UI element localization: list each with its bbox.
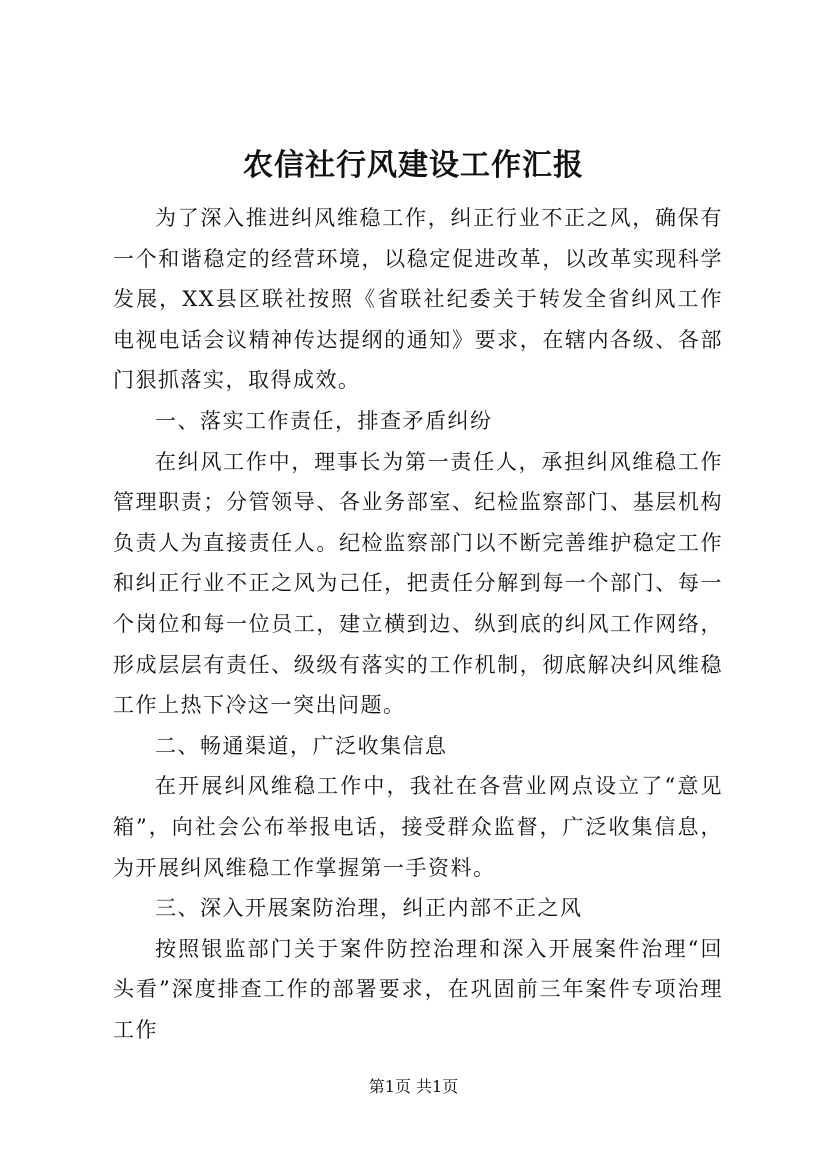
page-number-footer: 第1页 共1页 bbox=[368, 1077, 459, 1096]
document-body bbox=[113, 198, 723, 1050]
document-title: 农信社行风建设工作汇报 bbox=[243, 148, 584, 183]
intro-paragraph: 为了深入推进纠风维稳工作，纠正行业不正之风，确保有一个和谐稳定的经营环境，以稳定促进改革，以改革实现科学发展，XX县区联社按照《省联社纪委关于转发全省纠风工作电视电话会议精神传达提纲的通知》要求，在辖内各级、各部门狠抓落实，取得成效。 bbox=[113, 206, 723, 393]
section-3-paragraph: 按照银监部门关于案件防控治理和深入开展案件治理“回头看”深度排查工作的部署要求，在巩固前三年案件专项治理工作 bbox=[113, 936, 723, 1042]
section-heading-3: 三、深入开展案防治理，纠正内部不正之风 bbox=[155, 896, 583, 921]
section-1-paragraph: 在纠风工作中，理事长为第一责任人，承担纠风维稳工作管理职责；分管领导、各业务部室、纪检监察部门、基层机构负责人为直接责任人。纪检监察部门以不断完善维护稳定工作和纠正行业不正之风为己任，把责任分解到每一个部门、每一个岗位和每一位员工，建立横到边、纵到底的纠风工作网络，形成层层有责任、级级有落实的工作机制，彻底解决纠风维稳工作上热下冷这一突出问题。 bbox=[113, 449, 723, 718]
section-2-paragraph: 在开展纠风维稳工作中，我社在各营业网点设立了“意见箱”，向社会公布举报电话，接受群众监督，广泛收集信息，为开展纠风维稳工作掌握第一手资料。 bbox=[113, 774, 723, 880]
section-heading-2: 二、畅通渠道，广泛收集信息 bbox=[155, 733, 448, 758]
section-heading-1: 一、落实工作责任，排查矛盾纠纷 bbox=[155, 408, 493, 433]
